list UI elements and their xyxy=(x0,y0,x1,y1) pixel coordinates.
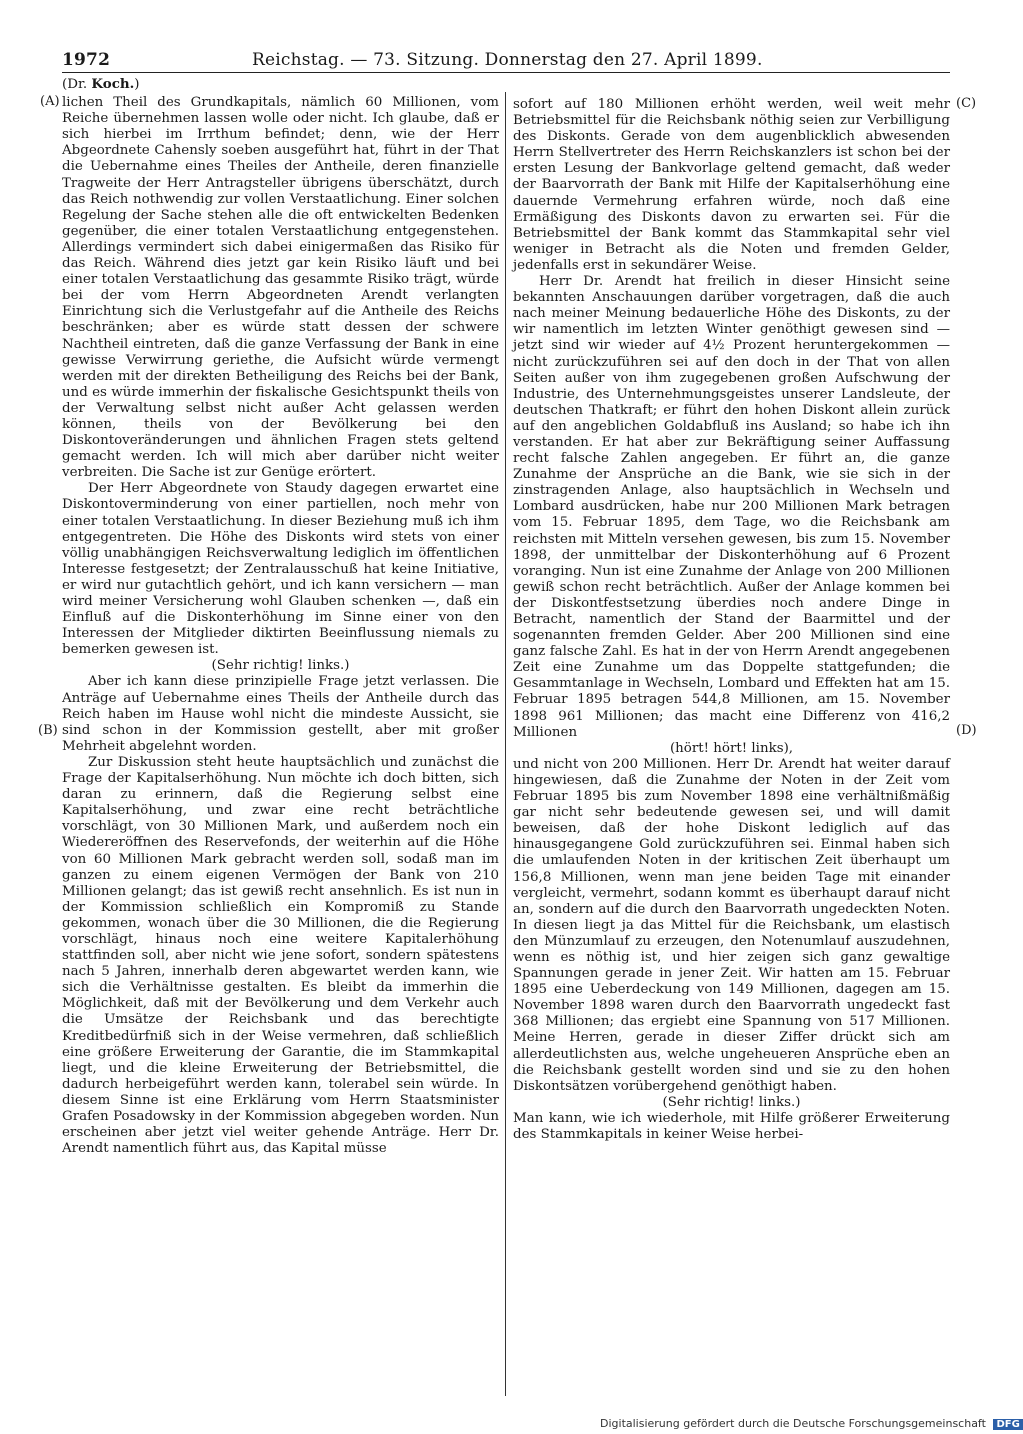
speaker-name: Koch. xyxy=(91,76,135,92)
margin-marker-d: (D) xyxy=(956,723,977,738)
paragraph: Der Herr Abgeordnete von Staudy dagegen erwartet eine Diskontoverminderung von einer partiellen, noch mehr von einer totalen Verstaatlichung. In dieser Beziehung muß ich ihm entgegentreten. Die Höhe des Diskonts wird stets von einer völlig unabhängigen Reichsverwaltung lediglich im öffentlichen Interesse festgesetzt; der Zentralausschuß hat keine Initiative, er wird nur gutachtlich gehört, und ich kann versichern — man wird meiner Versicherung wohl Glauben schenken —, daß ein Einfluß auf die Diskonterhöhung im Sinne einer von den Interessen der Mitglieder diktirten Beeinflussung niemals zu bemerken gewesen ist. xyxy=(62,481,499,658)
paragraph: Herr Dr. Arendt hat freilich in dieser Hinsicht seine bekannten Anschauungen darüber vorgetragen, daß die auch nach meiner Meinung bedauerliche Höhe des Diskonts, zu der wir namentlich im letzten Winter genöthigt gewesen sind — jetzt sind wir wieder auf 4½ Prozent heruntergekommen — nicht zurückzuführen sei auf den doch in der That von allen Seiten außer von ihm zugegebenen großen Aufschwung der Industrie, des Unternehmungsgeistes unserer Landsleute, der deutschen Thatkraft; er führt den hohen Diskont allein zurück auf den angeblichen Goldabfluß ins Ausland; so habe ich ihn verstanden. Er hat aber zur Bekräftigung seiner Auffassung recht falsche Zahlen angegeben. Er führt an, die ganze Zunahme der Ansprüche an die Bank, wie sie sich in der zinstragenden Anlage, also hauptsächlich in Wechseln und Lombard ausdrücken, habe nur 200 Millionen Mark betragen vom 15. Februar 1895, dem Tage, wo die Reichsbank am reichsten mit Mitteln versehen gewesen, bis zum 15. November 1898, der unmittelbar der Diskonterhöhung auf 6 Prozent voranging. Nun ist eine Zunahme der Anlage von 200 Millionen gewiß schon recht beträchtlich. Außer der Anlage kommen bei der Diskontfestsetzung überdies noch andere Dinge in Betracht, namentlich der Stand der Baarmittel und der sogenannten fremden Gelder. Aber 200 Millionen sind eine ganz falsche Zahl. Es hat in der von Herrn Arendt angegebenen Zeit eine Zunahme um das Doppelte stattgefunden; die Gesammtanlage in Wechseln, Lombard und Effekten hat am 15. Februar 1895 betragen 544,8 Millionen, am 15. November 1898 961 Millionen; das macht eine Differenz von 416,2 Millionen xyxy=(513,274,950,740)
paragraph: und nicht von 200 Millionen. Herr Dr. Arendt hat weiter darauf hingewiesen, daß die Zunahme der Noten in der Zeit vom Februar 1895 bis zum November 1898 eine verhältnißmäßig gar nicht sehr bedeutende gewesen sei, und will damit beweisen, daß der hohe Diskont lediglich auf das hinausgegangene Gold zurückzuführen sei. Einmal haben sich die umlaufenden Noten in der kritischen Zeit überhaupt um 156,8 Millionen, wenn man jene beiden Tage mit einander vergleicht, vermehrt, sodann kommt es überhaupt darauf nicht an, sondern auf die durch den Baarvorrath ungedeckten Noten. In diesen liegt ja das Mittel für die Reichsbank, um elastisch den Münzumlauf zu erzeugen, den Notenumlauf auszudehnen, wenn es nöthig ist, und hier zeigen sich ganz gewaltige Spannungen gerade in jener Zeit. Wir hatten am 15. Februar 1895 eine Ueberdeckung von 149 Millionen, dagegen am 15. November 1898 waren durch den Baarvorrath ungedeckt fast 368 Millionen; das ergiebt eine Spannung von 517 Millionen. Meine Herren, gerade in dieser Ziffer drückt sich am allerdeutlichsten aus, welche ungeheueren Ansprüche eben an die Reichsbank gestellt worden sind und sie zu den hohen Diskontsätzen vorübergehend genöthigt haben. xyxy=(513,756,950,1094)
interjection: (Sehr richtig! links.) xyxy=(211,658,350,674)
funding-note: Digitalisierung gefördert durch die Deutsche Forschungsgemeinschaft xyxy=(600,1417,986,1430)
right-column xyxy=(513,97,950,1427)
paragraph: Zur Diskussion steht heute hauptsächlich und zunächst die Frage der Kapitalserhöhung. Nun möchte ich doch bitten, sich daran zu erinnern, daß die Regierung selbst eine Kapitalserhöhung, und zwar eine recht beträchtliche vorschlägt, von 30 Millionen Mark, und außerdem noch ein Wiedereröffnen des Reservefonds, der weiterhin auf die Höhe von 60 Millionen Mark gebracht werden soll, sodaß man im ganzen zu einem eigenen Vermögen der Bank von 210 Millionen gelangt; das ist gewiß recht ansehnlich. Es ist nun in der Kommission schließlich ein Kompromiß zu Stande gekommen, wonach über die 30 Millionen, die die Regierung vorschlägt, hinaus noch eine weitere Kapitalerhöhung stattfinden soll, aber nicht wie jene sofort, sondern spätestens nach 5 Jahren, innerhalb deren abgewartet werden kann, wie sich die Verhältnisse gestalten. Es bleibt da immerhin die Möglichkeit, daß mit der Bevölkerung und dem Verkehr auch die Umsätze der Reichsbank und das berechtigte Kreditbedürfniß sich in der Weise vermehren, daß schließlich eine größere Erweiterung der Garantie, die im Stammkapital liegt, und die kleine Erweiterung der Betriebsmittel, die dadurch herbeigeführt werden kann, tolerabel sein würde. In diesem Sinne ist eine Erklärung vom Herrn Staatsminister Grafen Posadowsky in der Kommission abgegeben worden. Nun erscheinen aber jetzt viel weiter gehende Anträge. Herr Dr. Arendt namentlich führt aus, das Kapital müsse xyxy=(62,754,499,1157)
margin-marker-a: (A) xyxy=(40,94,60,109)
speaker-label xyxy=(62,76,499,93)
running-head: Reichstag. — 73. Sitzung. Donnerstag den 27. April 1899. xyxy=(252,50,763,70)
column-divider xyxy=(505,92,506,1396)
paragraph: sofort auf 180 Millionen erhöht werden, weil weit mehr Betriebsmittel für die Reichsbank nöthig seien zur Verbilligung des Diskonts. Gerade von dem augenblicklich abwesenden Herrn Stellvertreter des Herrn Reichskanzlers ist schon bei der ersten Lesung der Bankvorlage geltend gemacht, daß weder der Baarvorrath der Bank mit Hilfe der Kapitalserhöhung eine dauernde Vermehrung erfahren würde, noch daß eine Ermäßigung des Diskonts davon zu erwarten sei. Für die Betriebsmittel der Bank kommt das Stammkapital sehr viel weniger in Betracht als die Noten und fremden Gelder, jedenfalls erst in sekundärer Weise. xyxy=(513,97,950,273)
left-column xyxy=(62,76,499,1406)
footer-note xyxy=(600,1417,1020,1430)
dfg-logo: DFG xyxy=(993,1419,1022,1430)
header-rule xyxy=(62,72,950,73)
paragraph: Aber ich kann diese prinzipielle Frage jetzt verlassen. Die Anträge auf Uebernahme eines Theils der Antheile durch das Reich haben im Hause wohl nicht die mindeste Aussicht, sie sind schon in der Kommission gestellt, aber mit großer Mehrheit abgelehnt worden. xyxy=(62,674,499,754)
interjection: (hört! hört! links), xyxy=(669,740,794,756)
page-number: 1972 xyxy=(62,50,111,70)
interjection: (Sehr richtig! links.) xyxy=(662,1094,801,1110)
margin-marker-b: (B) xyxy=(38,723,58,738)
speaker-suffix: ) xyxy=(134,77,140,92)
paragraph: lichen Theil des Grundkapitals, nämlich 60 Millionen, vom Reiche übernehmen lassen wolle oder nicht. Ich glaube, daß er sich hierbei im Irrthum befindet; denn, wie der Herr Abgeordnete Cahensly soeben ausgeführt hat, führt in der That die Uebernahme eines Theiles der Antheile, deren finanzielle Tragweite der Herr Antragsteller übrigens überschätzt, durch das Reich nothwendig zur vollen Verstaatlichung. Einer solchen Regelung der Sache stehen alle die oft entwickelten Bedenken gegenüber, die einer totalen Verstaatlichung entgegenstehen. Allerdings vermindert sich dabei einigermaßen das Risiko für das Reich. Während dies jetzt gar kein Risiko läuft und bei einer totalen Verstaatlichung das gesammte Risiko trägt, würde bei der vom Herrn Abgeordneten Arendt verlangten Einrichtung sich die Verlustgefahr auf die Antheile des Reichs beschränken; aber es würde statt dessen der schwere Nachtheil eintreten, daß die ganze Verfassung der Bank in eine gewisse Verwirrung geriethe, die Aufsicht würde vermengt werden mit der direkten Betheiligung des Reichs bei der Bank, und es würde immerhin der fiskalische Gesichtspunkt theils von der Verwaltung selbst nicht außer Acht gelassen werden können, theils von der Bevölkerung bei den Diskontoveränderungen und ähnlichen Fragen stets geltend gemacht werden. Ich will mich aber darüber nicht weiter verbreiten. Die Sache ist zur Genüge erörtert. xyxy=(62,95,499,481)
margin-marker-c: (C) xyxy=(956,96,977,111)
paragraph: Man kann, wie ich wiederhole, mit Hilfe größerer Erweiterung des Stammkapitals in keiner Weise herbei- xyxy=(513,1110,950,1142)
speaker-prefix: (Dr. xyxy=(62,77,88,92)
